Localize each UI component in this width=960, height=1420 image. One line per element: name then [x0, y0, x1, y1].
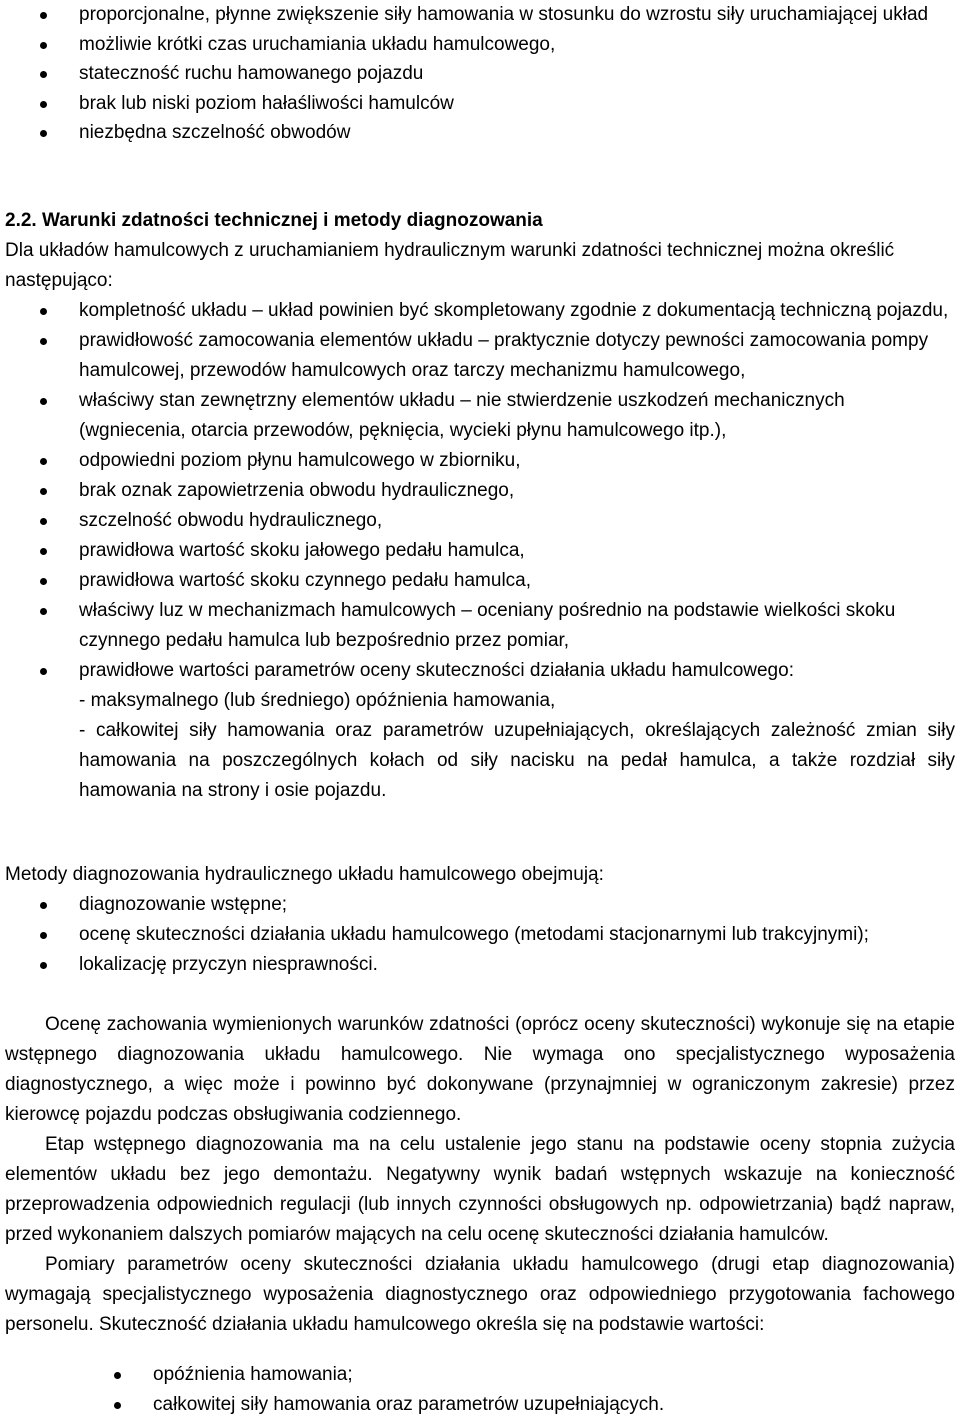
- list-item: niezbędna szczelność obwodów: [0, 118, 960, 148]
- list-item: brak lub niski poziom hałaśliwości hamulców: [0, 89, 960, 119]
- final-list-block: [0, 1360, 955, 1420]
- section-block: [5, 206, 955, 296]
- list-item: prawidłowa wartość skoku czynnego pedału hamulca,: [0, 566, 955, 596]
- list-item: prawidłowa wartość skoku jałowego pedału hamulca,: [0, 536, 955, 566]
- paragraph: Etap wstępnego diagnozowania ma na celu ustalenie jego stanu na podstawie oceny stopnia zużycia elementów układu bez jego demontażu. Negatywny wynik badań wstępnych wskazuje na konieczność przeprowadzenia odpowiednich regulacji (lub innych czynności obsługowych np. odpowietrzania) bądź napraw, przed wykonaniem dalszych pomiarów mających na celu ocenę skuteczności działania hamulców.: [5, 1134, 955, 1245]
- section-heading: [5, 206, 955, 236]
- methods-list: [0, 890, 955, 980]
- list-item: właściwy stan zewnętrzny elementów układu – nie stwierdzenie uszkodzeń mechanicznych (wgniecenia, otarcia przewodów, pęknięcia, wycieki płynu hamulcowego itp.),: [0, 386, 955, 446]
- list-item: prawidłowe wartości parametrów oceny skuteczności działania układu hamulcowego:: [0, 656, 955, 686]
- list-item: proporcjonalne, płynne zwiększenie siły hamowania w stosunku do wzrostu siły uruchamiającej układ: [0, 0, 960, 30]
- section-number: 2.2.: [5, 210, 37, 231]
- sub-item: - maksymalnego (lub średniego) opóźnienia hamowania,: [79, 690, 556, 711]
- final-list: [0, 1360, 955, 1420]
- body-text: [5, 1010, 955, 1340]
- conditions-list: [0, 296, 955, 686]
- list-item: ocenę skuteczności działania układu hamulcowego (metodami stacjonarnymi lub trakcyjnymi);: [0, 920, 955, 950]
- top-bullet-list: [0, 0, 960, 148]
- list-item: lokalizację przyczyn niesprawności.: [0, 950, 955, 980]
- methods-list-block: [0, 890, 955, 980]
- conditions-block: [0, 296, 955, 806]
- list-item: diagnozowanie wstępne;: [0, 890, 955, 920]
- list-item: możliwie krótki czas uruchamiania układu hamulcowego,: [0, 30, 960, 60]
- list-item: stateczność ruchu hamowanego pojazdu: [0, 59, 960, 89]
- methods-intro: Metody diagnozowania hydraulicznego układu hamulcowego obejmują:: [5, 864, 604, 885]
- list-item: właściwy luz w mechanizmach hamulcowych – oceniany pośrednio na podstawie wielkości skoku czynnego pedału hamulca lub bezpośrednio przez pomiar,: [0, 596, 955, 656]
- methods-block: [5, 860, 955, 890]
- list-item: prawidłowość zamocowania elementów układu – praktycznie dotyczy pewności zamocowania pompy hamulcowej, przewodów hamulcowych oraz tarczy mechanizmu hamulcowego,: [0, 326, 955, 386]
- list-item: opóźnienia hamowania;: [0, 1360, 955, 1390]
- list-item: kompletność układu – układ powinien być skompletowany zgodnie z dokumentacją techniczną pojazdu,: [0, 296, 955, 326]
- list-item: brak oznak zapowietrzenia obwodu hydraulicznego,: [0, 476, 955, 506]
- paragraph: Ocenę zachowania wymienionych warunków zdatności (oprócz oceny skuteczności) wykonuje się na etapie wstępnego diagnozowania układu hamulcowego. Nie wymaga ono specjalistycznego wyposażenia diagnostycznego, a więc może i powinno być dokonywane (przynajmniej w ograniczonym zakresie) przez kierowcę pojazdu podczas obsługiwania codziennego.: [5, 1014, 955, 1125]
- list-item: całkowitej siły hamowania oraz parametrów uzupełniających.: [0, 1390, 955, 1420]
- sub-item: - całkowitej siły hamowania oraz parametrów uzupełniających, określających zależność zmian siły hamowania na poszczególnych kołach od siły nacisku na pedał hamulca, a także rozdział siły hamowania na strony i osie pojazdu.: [79, 720, 955, 801]
- list-item: odpowiedni poziom płynu hamulcowego w zbiorniku,: [0, 446, 955, 476]
- section-title: Warunki zdatności technicznej i metody diagnozowania: [41, 210, 543, 231]
- paragraph: Pomiary parametrów oceny skuteczności działania układu hamulcowego (drugi etap diagnozowania) wymagają specjalistycznego wyposażenia diagnostycznego oraz odpowiedniego przygotowania fachowego personelu. Skuteczność działania układu hamulcowego określa się na podstawie wartości:: [5, 1254, 955, 1335]
- section-intro: Dla układów hamulcowych z uruchamianiem hydraulicznym warunki zdatności technicznej można określić następująco:: [5, 240, 895, 291]
- list-item: szczelność obwodu hydraulicznego,: [0, 506, 955, 536]
- top-list-block: [0, 0, 960, 148]
